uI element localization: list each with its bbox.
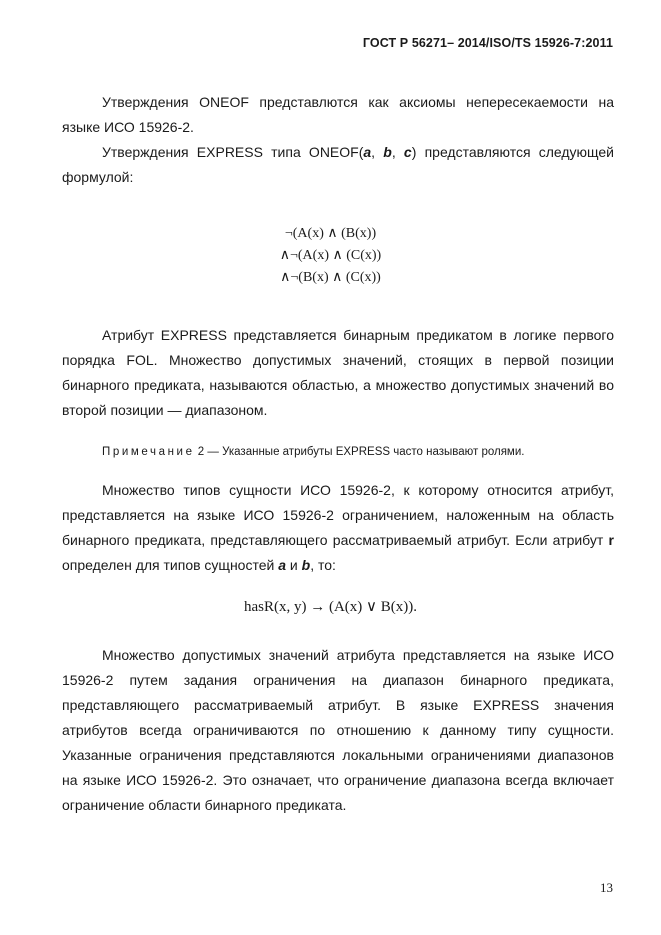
formula-line-1: ¬(A(x) ∧ (B(x))	[284, 226, 377, 241]
var-r: r	[608, 532, 614, 548]
note-label: Примечание	[102, 446, 195, 458]
text-fragment: Множество типов сущности ИСО 15926-2, к которому относится атрибут, представляется на языке ИСО 15926-2 ограничением, наложенным на область бинарного предиката, представляющего рассматриваемый атрибут. Если атрибут	[62, 482, 614, 548]
text-fragment: ,	[391, 144, 404, 160]
page-number: 13	[600, 880, 613, 895]
paragraph-express-oneof	[62, 140, 614, 190]
formula-line-3: ∧¬(B(x) ∧ (C(x))	[280, 270, 381, 285]
document-header: ГОСТ Р 56271– 2014/ISO/TS 15926-7:2011	[362, 36, 613, 50]
text-fragment: ,	[371, 144, 384, 160]
var-a: a	[363, 144, 372, 160]
var-b: b	[301, 557, 311, 573]
var-b: b	[383, 144, 392, 160]
text-fragment: Утверждения EXPRESS типа ONEOF(	[102, 144, 364, 160]
var-c: c	[403, 144, 412, 160]
note-2	[102, 443, 622, 461]
formula-line-2: ∧¬(A(x) ∧ (C(x))	[279, 248, 382, 263]
text-fragment: и	[286, 557, 302, 573]
text-fragment: ) представляются следующей формулой:	[62, 144, 615, 185]
note-number: 2	[197, 446, 205, 458]
hasr-formula: hasR(x, y) → (A(x) ∨ B(x)).	[243, 599, 418, 615]
note-dash: —	[207, 446, 219, 458]
paragraph-range-constraint: Множество допустимых значений атрибута представляется на языке ИСО 15926-2 путем задания ограничения на диапазон бинарного предиката, представляющего рассматриваемый атрибут. В языке EXPRESS значения атрибутов всегда ограничиваются по отношению к данному типу сущности. Указанные ограничения представляются локальными ограничениями диапазонов на языке ИСО 15926-2. Это означает, что ограничение диапазона всегда включает ограничение области бинарного предиката.	[62, 647, 614, 813]
paragraph-attribute-predicate: Атрибут EXPRESS представляется бинарным предикатом в логике первого порядка FOL. Множество допустимых значений, стоящих в первой позиции бинарного предиката, называются областью, а множество допустимых значений во второй позиции — диапазоном.	[62, 327, 614, 418]
var-a: a	[278, 557, 287, 573]
paragraph-oneof-axioms: Утверждения ONEOF представлются как аксиомы непересекаемости на языке ИСО 15926-2.	[62, 94, 614, 135]
text-fragment: определен для типов сущностей	[62, 557, 279, 573]
text-fragment: , то:	[310, 557, 336, 573]
oneof-formula	[0, 223, 661, 289]
paragraph-entity-types	[62, 478, 614, 578]
note-text: Указанные атрибуты EXPRESS часто называют ролями.	[222, 446, 525, 458]
